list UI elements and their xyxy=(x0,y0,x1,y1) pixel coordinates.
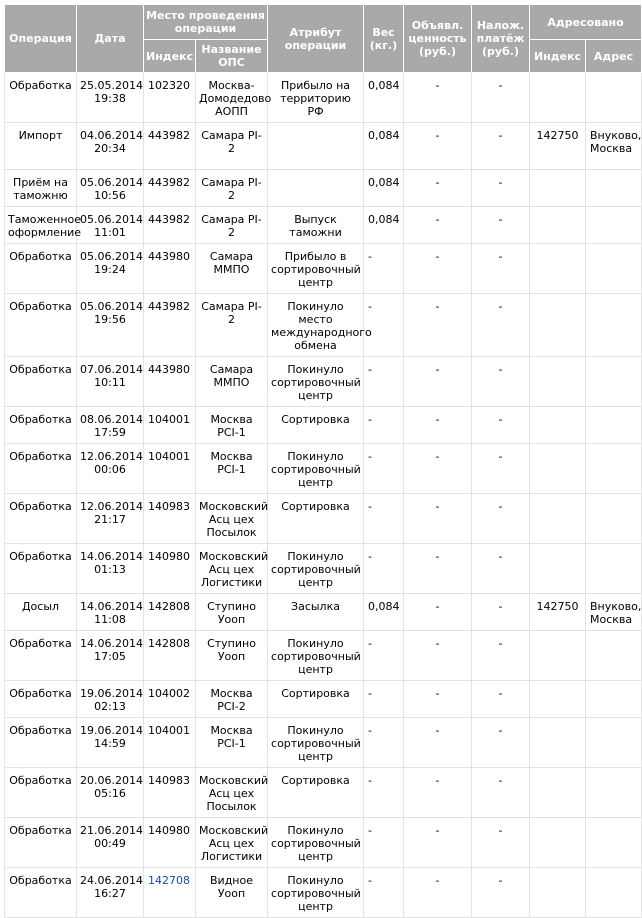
cell-declared-value: - xyxy=(404,681,472,718)
cell-operation: Досыл xyxy=(5,594,77,631)
header-weight: Вес (кг.) xyxy=(364,5,404,73)
cell-addr-index xyxy=(530,207,586,244)
table-row xyxy=(5,868,642,918)
cell-addr-address: Внуково, Москва xyxy=(586,123,642,170)
header-addressed: Адресовано xyxy=(530,5,642,40)
header-declared-value: Объявл. ценность (руб.) xyxy=(404,5,472,73)
cell-weight: - xyxy=(364,494,404,544)
cell-addr-index xyxy=(530,681,586,718)
cell-weight: - xyxy=(364,444,404,494)
cell-place-name: Московский Асц цех Посылок xyxy=(196,494,268,544)
tracking-table-body xyxy=(5,73,642,918)
cell-operation: Обработка xyxy=(5,768,77,818)
cell-addr-address xyxy=(586,718,642,768)
place-index-link[interactable]: 142708 xyxy=(148,874,190,887)
table-row xyxy=(5,294,642,357)
cell-addr-address xyxy=(586,244,642,294)
cell-addr-address xyxy=(586,494,642,544)
cell-attribute: Покинуло сортировочный центр xyxy=(268,718,364,768)
cell-declared-value: - xyxy=(404,357,472,407)
cell-attribute: Прибыло в сортировочный центр xyxy=(268,244,364,294)
cell-declared-value: - xyxy=(404,868,472,918)
cell-addr-index xyxy=(530,357,586,407)
cell-place-name: Самара PI-2 xyxy=(196,207,268,244)
cell-addr-index xyxy=(530,544,586,594)
cell-addr-address xyxy=(586,868,642,918)
cell-place-index: 140983 xyxy=(144,768,196,818)
cell-cod: - xyxy=(472,244,530,294)
cell-place-name: Московский Асц цех Логистики xyxy=(196,544,268,594)
cell-place-name: Москва- Домодедово АОПП xyxy=(196,73,268,123)
cell-declared-value: - xyxy=(404,294,472,357)
cell-operation: Приём на таможню xyxy=(5,170,77,207)
cell-place-index: 140980 xyxy=(144,544,196,594)
cell-cod: - xyxy=(472,407,530,444)
cell-place-index: 443982 xyxy=(144,294,196,357)
cell-cod: - xyxy=(472,631,530,681)
cell-date: 05.06.2014 19:24 xyxy=(77,244,144,294)
cell-weight: - xyxy=(364,768,404,818)
header-addr-index: Индекс xyxy=(530,40,586,73)
cell-date: 05.06.2014 19:56 xyxy=(77,294,144,357)
cell-attribute: Покинуло сортировочный центр xyxy=(268,868,364,918)
header-date: Дата xyxy=(77,5,144,73)
table-row xyxy=(5,407,642,444)
cell-weight: - xyxy=(364,407,404,444)
cell-addr-index xyxy=(530,407,586,444)
cell-date: 05.06.2014 10:56 xyxy=(77,170,144,207)
cell-place-name: Видное Уооп xyxy=(196,868,268,918)
cell-declared-value: - xyxy=(404,768,472,818)
cell-cod: - xyxy=(472,73,530,123)
table-row xyxy=(5,594,642,631)
cell-attribute: Покинуло сортировочный центр xyxy=(268,444,364,494)
cell-date: 24.06.2014 16:27 xyxy=(77,868,144,918)
cell-date: 05.06.2014 11:01 xyxy=(77,207,144,244)
cell-attribute: Сортировка xyxy=(268,768,364,818)
cell-attribute: Выпуск таможни xyxy=(268,207,364,244)
cell-date: 14.06.2014 17:05 xyxy=(77,631,144,681)
cell-place-name: Ступино Уооп xyxy=(196,594,268,631)
table-row xyxy=(5,494,642,544)
header-attribute: Атрибут операции xyxy=(268,5,364,73)
cell-place-index: 104001 xyxy=(144,407,196,444)
header-operation: Операция xyxy=(5,5,77,73)
cell-cod: - xyxy=(472,170,530,207)
cell-cod: - xyxy=(472,818,530,868)
cell-operation: Обработка xyxy=(5,818,77,868)
cell-declared-value: - xyxy=(404,170,472,207)
cell-cod: - xyxy=(472,681,530,718)
cell-place-name: Московский Асц цех Логистики xyxy=(196,818,268,868)
cell-weight: - xyxy=(364,544,404,594)
cell-cod: - xyxy=(472,718,530,768)
cell-operation: Обработка xyxy=(5,681,77,718)
header-addr-address: Адрес xyxy=(586,40,642,73)
cell-operation: Обработка xyxy=(5,631,77,681)
cell-cod: - xyxy=(472,444,530,494)
cell-attribute: Сортировка xyxy=(268,681,364,718)
cell-place-index: 104001 xyxy=(144,444,196,494)
cell-operation: Обработка xyxy=(5,718,77,768)
cell-addr-address xyxy=(586,631,642,681)
cell-date: 19.06.2014 02:13 xyxy=(77,681,144,718)
cell-place-name: Самара PI-2 xyxy=(196,294,268,357)
cell-place-index: 443980 xyxy=(144,357,196,407)
cell-place-index: 102320 xyxy=(144,73,196,123)
cell-declared-value: - xyxy=(404,407,472,444)
cell-addr-index xyxy=(530,718,586,768)
cell-cod: - xyxy=(472,123,530,170)
header-place-index: Индекс xyxy=(144,40,196,73)
cell-addr-address xyxy=(586,544,642,594)
cell-weight: 0,084 xyxy=(364,207,404,244)
cell-operation: Импорт xyxy=(5,123,77,170)
cell-declared-value: - xyxy=(404,718,472,768)
cell-declared-value: - xyxy=(404,594,472,631)
cell-declared-value: - xyxy=(404,494,472,544)
cell-place-index: 443982 xyxy=(144,123,196,170)
table-row xyxy=(5,207,642,244)
cell-place-index: 142808 xyxy=(144,631,196,681)
cell-place-index: 443982 xyxy=(144,207,196,244)
cell-addr-index: 142750 xyxy=(530,594,586,631)
cell-addr-index xyxy=(530,73,586,123)
cell-date: 07.06.2014 10:11 xyxy=(77,357,144,407)
cell-operation: Обработка xyxy=(5,868,77,918)
cell-attribute: Покинуло сортировочный центр xyxy=(268,544,364,594)
cell-attribute: Засылка xyxy=(268,594,364,631)
cell-operation: Обработка xyxy=(5,407,77,444)
cell-declared-value: - xyxy=(404,544,472,594)
cell-operation: Обработка xyxy=(5,357,77,407)
cell-attribute xyxy=(268,170,364,207)
table-row xyxy=(5,170,642,207)
cell-addr-address xyxy=(586,357,642,407)
cell-weight: - xyxy=(364,681,404,718)
cell-cod: - xyxy=(472,594,530,631)
cell-date: 19.06.2014 14:59 xyxy=(77,718,144,768)
cell-cod: - xyxy=(472,294,530,357)
cell-place-index: 140980 xyxy=(144,818,196,868)
cell-operation: Обработка xyxy=(5,244,77,294)
cell-operation: Таможенное оформление xyxy=(5,207,77,244)
cell-operation: Обработка xyxy=(5,494,77,544)
cell-place-name: Самара PI-2 xyxy=(196,170,268,207)
cell-place-name: Самара ММПО xyxy=(196,244,268,294)
cell-weight: 0,084 xyxy=(364,170,404,207)
table-row xyxy=(5,768,642,818)
cell-place-index: 443980 xyxy=(144,244,196,294)
cell-attribute: Покинуло сортировочный центр xyxy=(268,357,364,407)
cell-place-index: 443982 xyxy=(144,170,196,207)
table-row xyxy=(5,718,642,768)
cell-weight: - xyxy=(364,294,404,357)
cell-place-index: 104001 xyxy=(144,718,196,768)
cell-date: 21.06.2014 00:49 xyxy=(77,818,144,868)
table-row xyxy=(5,357,642,407)
cell-date: 14.06.2014 01:13 xyxy=(77,544,144,594)
cell-place-name: Москва PCI-2 xyxy=(196,681,268,718)
cell-declared-value: - xyxy=(404,73,472,123)
cell-place-index: 142808 xyxy=(144,594,196,631)
cell-cod: - xyxy=(472,357,530,407)
cell-addr-address: Внуково, Москва xyxy=(586,594,642,631)
cell-weight: - xyxy=(364,718,404,768)
cell-addr-address xyxy=(586,444,642,494)
cell-addr-index xyxy=(530,444,586,494)
tracking-table xyxy=(4,4,642,918)
cell-weight: - xyxy=(364,818,404,868)
cell-place-index: 104002 xyxy=(144,681,196,718)
cell-weight: 0,084 xyxy=(364,123,404,170)
cell-attribute: Покинуло сортировочный центр xyxy=(268,631,364,681)
cell-weight: 0,084 xyxy=(364,594,404,631)
cell-cod: - xyxy=(472,768,530,818)
cell-date: 25.05.2014 19:38 xyxy=(77,73,144,123)
cell-place-name: Москва PCI-1 xyxy=(196,444,268,494)
cell-weight: 0,084 xyxy=(364,73,404,123)
header-place: Место проведения операции xyxy=(144,5,268,40)
cell-addr-index xyxy=(530,868,586,918)
cell-weight: - xyxy=(364,631,404,681)
cell-declared-value: - xyxy=(404,818,472,868)
cell-attribute: Сортировка xyxy=(268,494,364,544)
cell-place-name: Ступино Уооп xyxy=(196,631,268,681)
cell-place-name: Москва PCI-1 xyxy=(196,407,268,444)
cell-weight: - xyxy=(364,868,404,918)
cell-date: 04.06.2014 20:34 xyxy=(77,123,144,170)
cell-attribute xyxy=(268,123,364,170)
cell-declared-value: - xyxy=(404,244,472,294)
table-row xyxy=(5,818,642,868)
header-place-name: Название ОПС xyxy=(196,40,268,73)
cell-date: 12.06.2014 21:17 xyxy=(77,494,144,544)
cell-addr-address xyxy=(586,294,642,357)
cell-declared-value: - xyxy=(404,444,472,494)
cell-attribute: Покинуло место международного обмена xyxy=(268,294,364,357)
cell-cod: - xyxy=(472,544,530,594)
cell-addr-address xyxy=(586,207,642,244)
cell-date: 12.06.2014 00:06 xyxy=(77,444,144,494)
cell-attribute: Покинуло сортировочный центр xyxy=(268,818,364,868)
cell-addr-address xyxy=(586,407,642,444)
header-cod: Налож. платёж (руб.) xyxy=(472,5,530,73)
cell-place-name: Московский Асц цех Посылок xyxy=(196,768,268,818)
cell-declared-value: - xyxy=(404,631,472,681)
cell-date: 14.06.2014 11:08 xyxy=(77,594,144,631)
cell-place-name: Москва PCI-1 xyxy=(196,718,268,768)
cell-addr-index xyxy=(530,494,586,544)
cell-weight: - xyxy=(364,244,404,294)
cell-cod: - xyxy=(472,207,530,244)
cell-cod: - xyxy=(472,868,530,918)
cell-date: 08.06.2014 17:59 xyxy=(77,407,144,444)
cell-operation: Обработка xyxy=(5,73,77,123)
cell-declared-value: - xyxy=(404,123,472,170)
cell-addr-address xyxy=(586,73,642,123)
table-row xyxy=(5,73,642,123)
cell-attribute: Сортировка xyxy=(268,407,364,444)
table-row xyxy=(5,631,642,681)
table-row xyxy=(5,123,642,170)
cell-attribute: Прибыло на территорию РФ xyxy=(268,73,364,123)
cell-addr-index: 142750 xyxy=(530,123,586,170)
cell-date: 20.06.2014 05:16 xyxy=(77,768,144,818)
cell-operation: Обработка xyxy=(5,444,77,494)
cell-operation: Обработка xyxy=(5,294,77,357)
table-row xyxy=(5,681,642,718)
table-row xyxy=(5,544,642,594)
cell-place-index xyxy=(144,868,196,918)
cell-addr-address xyxy=(586,681,642,718)
cell-addr-index xyxy=(530,244,586,294)
cell-place-index: 140983 xyxy=(144,494,196,544)
cell-addr-address xyxy=(586,818,642,868)
cell-addr-address xyxy=(586,768,642,818)
cell-addr-index xyxy=(530,294,586,357)
cell-operation: Обработка xyxy=(5,544,77,594)
cell-weight: - xyxy=(364,357,404,407)
cell-addr-index xyxy=(530,631,586,681)
cell-declared-value: - xyxy=(404,207,472,244)
cell-addr-index xyxy=(530,818,586,868)
cell-place-name: Самара ММПО xyxy=(196,357,268,407)
table-row xyxy=(5,244,642,294)
cell-cod: - xyxy=(472,494,530,544)
cell-addr-index xyxy=(530,768,586,818)
table-row xyxy=(5,444,642,494)
cell-addr-address xyxy=(586,170,642,207)
cell-addr-index xyxy=(530,170,586,207)
cell-place-name: Самара PI-2 xyxy=(196,123,268,170)
